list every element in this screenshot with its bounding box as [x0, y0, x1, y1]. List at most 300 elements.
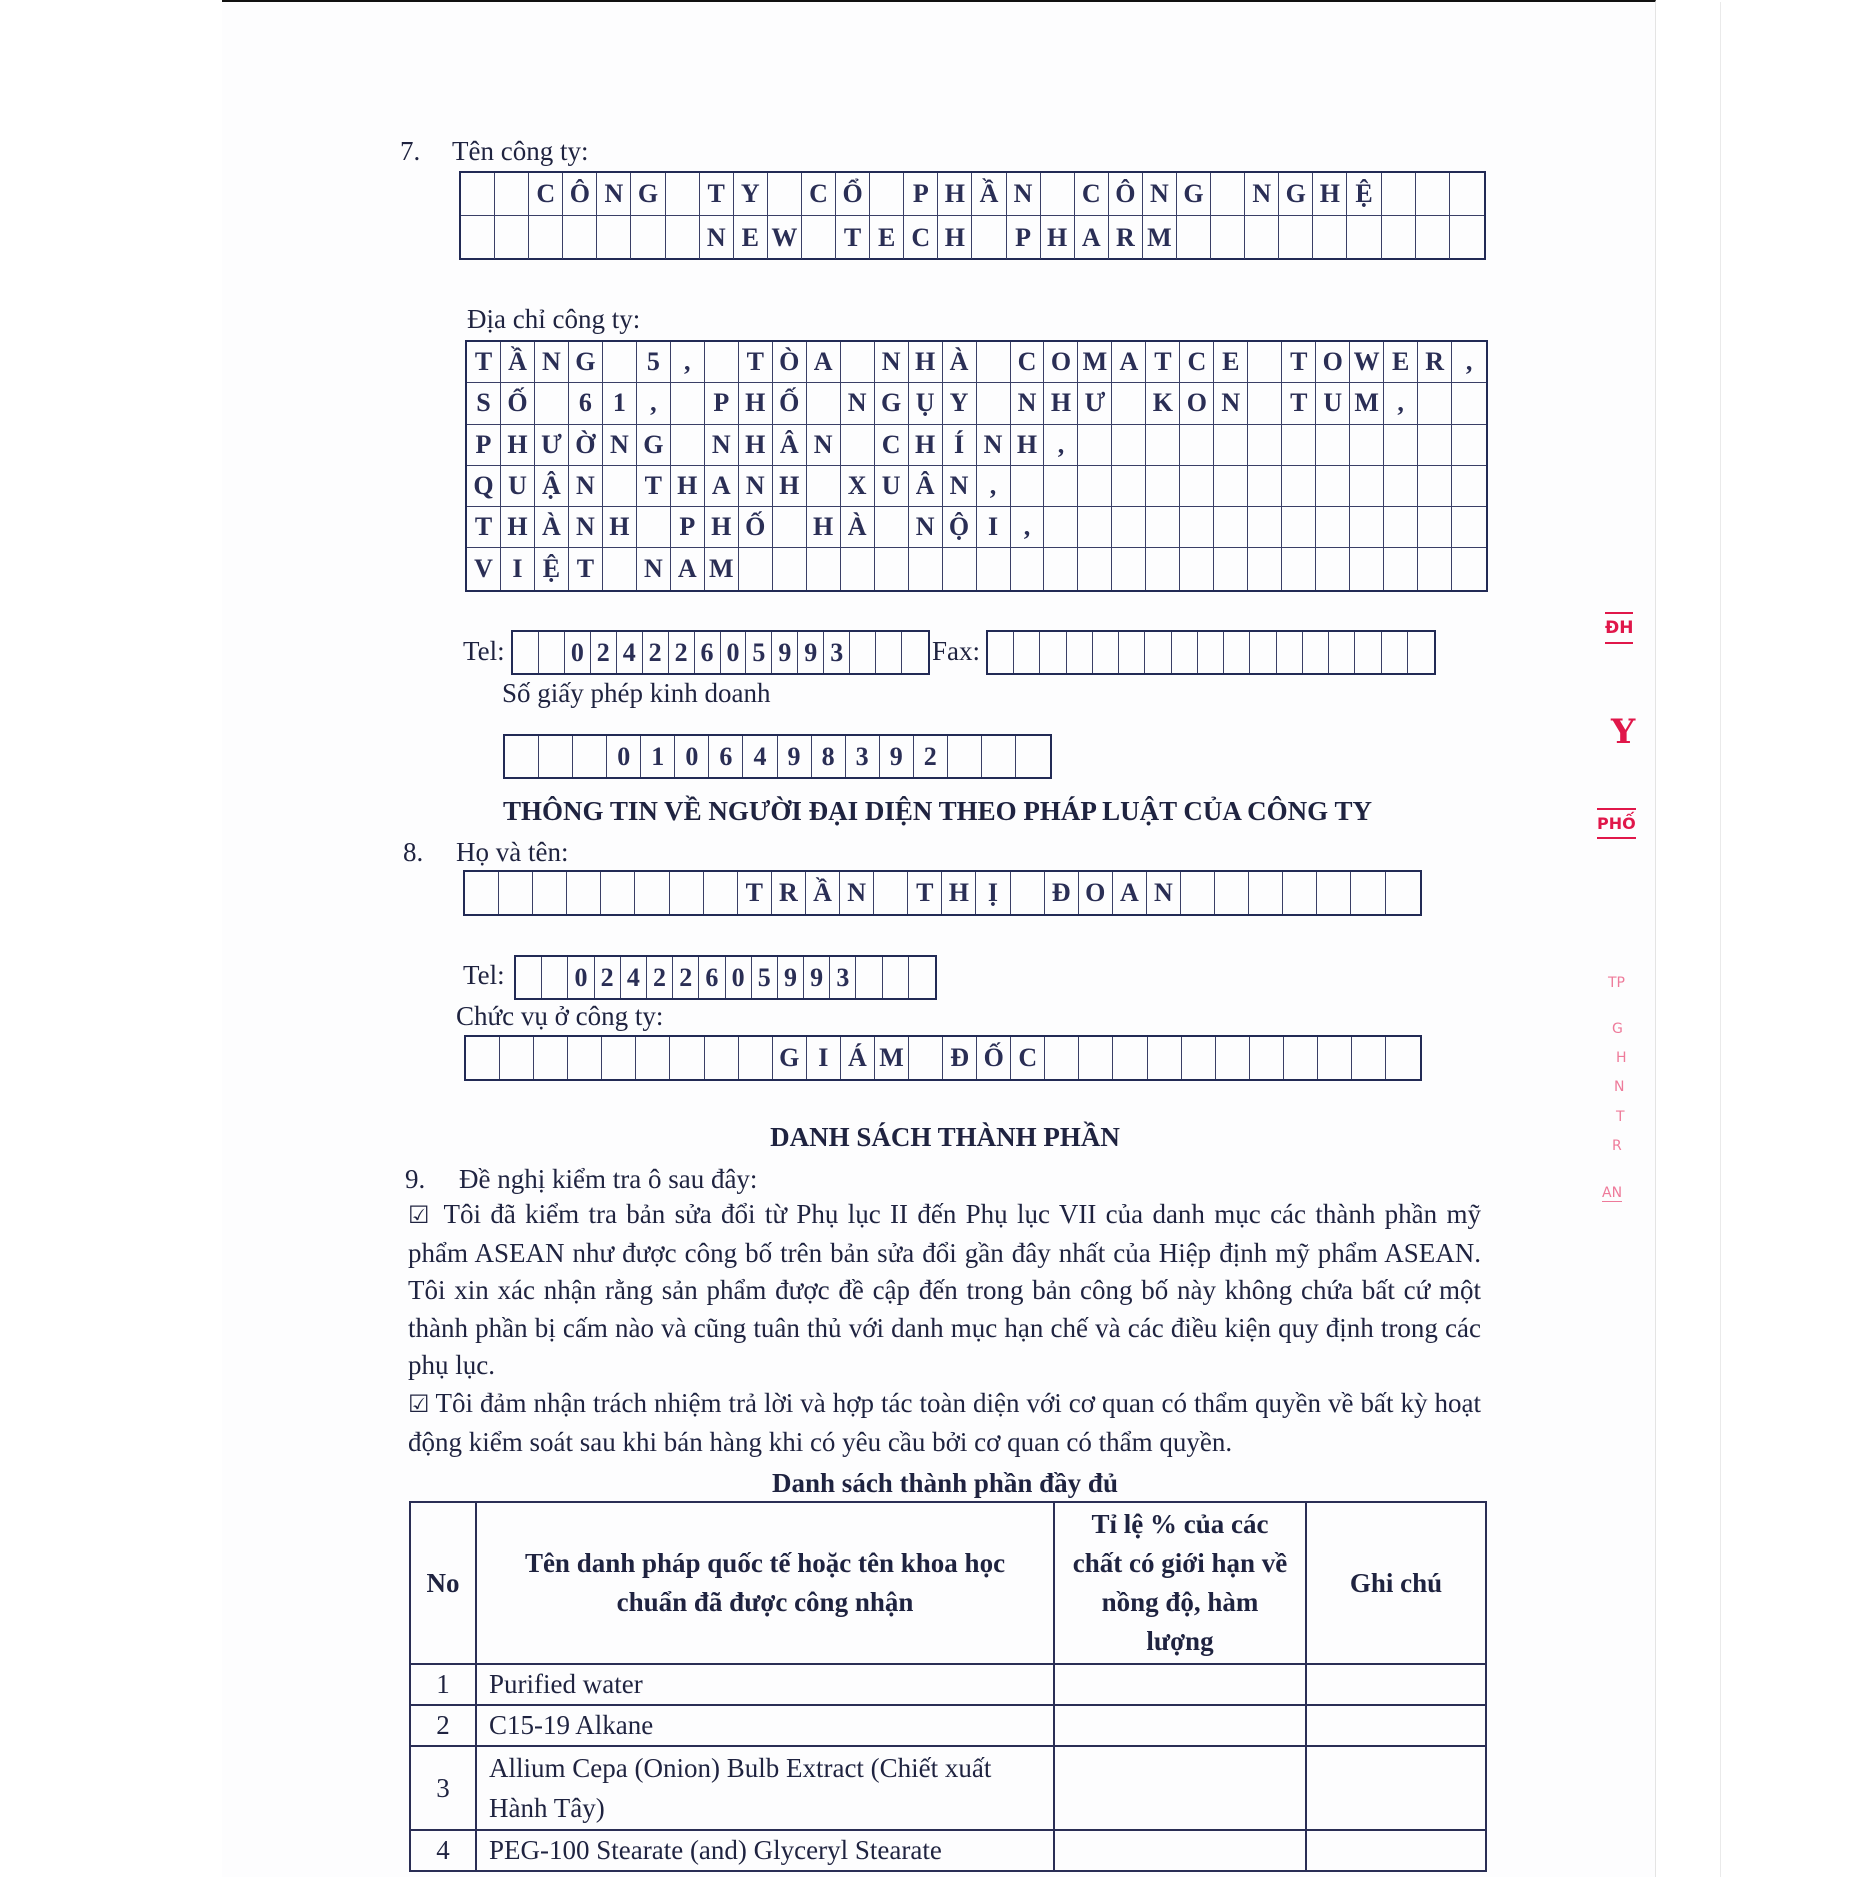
char-cell	[1112, 425, 1146, 466]
char-cell: 5	[746, 632, 772, 673]
char-cell	[1408, 632, 1434, 673]
char-cell	[1382, 632, 1408, 673]
char-cell: N	[597, 173, 631, 216]
stamp-faded-2: G	[1612, 1021, 1623, 1037]
char-cell: T	[569, 548, 603, 589]
char-cell	[1303, 632, 1329, 673]
char-cell	[1172, 632, 1198, 673]
char-cell	[671, 425, 705, 466]
char-cell: T	[738, 872, 772, 914]
char-cell	[883, 957, 909, 998]
char-cell: H	[909, 342, 943, 383]
char-cell	[875, 548, 909, 589]
char-cell	[1350, 507, 1384, 548]
char-cell: 9	[880, 736, 914, 777]
char-cell: 4	[621, 957, 647, 998]
char-cell	[1384, 425, 1418, 466]
char-cell: 9	[804, 957, 830, 998]
char-cell: H	[603, 507, 637, 548]
char-cell	[909, 548, 943, 589]
row-percent	[1054, 1705, 1306, 1746]
statement1-block	[408, 1196, 1481, 1385]
row-percent	[1054, 1746, 1306, 1830]
row-name: Allium Cepa (Onion) Bulb Extract (Chiết xuất Hành Tây)	[476, 1746, 1054, 1830]
row-name: PEG-100 Stearate (and) Glyceryl Stearate	[476, 1830, 1054, 1871]
statement2-block	[408, 1385, 1481, 1461]
char-cell: T	[467, 342, 501, 383]
char-cell: 9	[778, 957, 804, 998]
char-cell	[1282, 466, 1316, 507]
char-cell: 2	[673, 957, 699, 998]
char-cell	[1350, 548, 1384, 589]
char-cell	[768, 173, 802, 216]
char-cell	[909, 957, 935, 998]
license-label: Số giấy phép kinh doanh	[502, 678, 771, 708]
char-cell: M	[1078, 342, 1112, 383]
char-cell: N	[705, 425, 739, 466]
row-name: C15-19 Alkane	[476, 1705, 1054, 1746]
char-cell	[705, 1037, 739, 1079]
char-cell: Â	[909, 466, 943, 507]
char-cell: N	[875, 342, 909, 383]
char-cell	[1180, 548, 1214, 589]
char-cell	[1145, 632, 1171, 673]
char-cell: 2	[669, 632, 695, 673]
check-label: Đề nghị kiểm tra ô sau đây:	[459, 1164, 758, 1194]
char-cell: Ư	[535, 425, 569, 466]
char-cell	[534, 1037, 568, 1079]
table-row	[410, 1664, 1486, 1705]
char-cell	[539, 632, 565, 673]
char-cell	[1452, 548, 1486, 589]
table-row	[410, 1746, 1486, 1830]
char-cell	[495, 173, 529, 216]
char-cell	[1181, 872, 1215, 914]
char-cell	[807, 466, 841, 507]
char-cell: 3	[824, 632, 850, 673]
char-cell	[977, 383, 1011, 424]
char-cell: T	[467, 507, 501, 548]
char-cell	[1450, 173, 1484, 216]
stamp-faded-5: T	[1616, 1109, 1625, 1125]
char-cell: N	[1143, 173, 1177, 216]
char-cell: H	[1313, 173, 1347, 216]
char-cell	[1318, 1037, 1352, 1079]
char-cell: Ố	[977, 1037, 1011, 1079]
char-cell: Ố	[773, 383, 807, 424]
char-cell: À	[535, 507, 569, 548]
char-cell	[495, 216, 529, 259]
char-cell	[1016, 736, 1050, 777]
char-cell	[1198, 632, 1224, 673]
char-cell: 3	[846, 736, 880, 777]
char-cell	[1248, 383, 1282, 424]
char-cell	[1044, 507, 1078, 548]
char-cell	[1146, 507, 1180, 548]
company-name-grid	[459, 171, 1486, 260]
char-cell: Ô	[563, 173, 597, 216]
char-cell	[807, 383, 841, 424]
char-cell: H	[807, 507, 841, 548]
row-no: 2	[410, 1705, 476, 1746]
char-cell	[533, 872, 567, 914]
char-cell	[1450, 216, 1484, 259]
char-cell: Ờ	[569, 425, 603, 466]
char-cell	[1282, 425, 1316, 466]
char-cell: 2	[647, 957, 673, 998]
char-cell	[841, 342, 875, 383]
char-cell	[704, 872, 738, 914]
char-cell: G	[1177, 173, 1211, 216]
char-cell: N	[909, 507, 943, 548]
checkbox-checked-icon[interactable]: ☑	[408, 1201, 430, 1229]
char-cell: H	[671, 466, 705, 507]
char-cell: G	[631, 173, 665, 216]
char-cell	[602, 1037, 636, 1079]
char-cell	[870, 173, 904, 216]
row-note	[1306, 1664, 1486, 1705]
rep-name-grid	[463, 870, 1422, 916]
name-label: Họ và tên:	[456, 837, 569, 867]
char-cell	[1283, 872, 1317, 914]
char-cell: N	[1214, 383, 1248, 424]
char-cell: H	[739, 383, 773, 424]
statement2-text: Tôi đảm nhận trách nhiệm trả lời và hợp tác toàn diện với cơ quan có thẩm quyền về bất kỳ hoạt động kiểm soát sau khi bán hàng khi có yêu cầu bởi cơ quan có thẩm quyền.	[408, 1388, 1481, 1457]
char-cell: ,	[637, 383, 671, 424]
char-cell: 8	[812, 736, 846, 777]
char-cell	[1078, 425, 1112, 466]
row-note	[1306, 1746, 1486, 1830]
char-cell	[1214, 466, 1248, 507]
char-cell: N	[1007, 173, 1041, 216]
char-cell: 1	[603, 383, 637, 424]
char-cell: H	[909, 425, 943, 466]
char-cell	[1180, 507, 1214, 548]
char-cell	[1386, 872, 1420, 914]
char-cell	[1249, 872, 1283, 914]
stamp-faded-4: N	[1614, 1079, 1625, 1095]
char-cell: P	[904, 173, 938, 216]
char-cell	[1146, 466, 1180, 507]
row-note	[1306, 1830, 1486, 1871]
char-cell: Í	[943, 425, 977, 466]
char-cell	[465, 872, 499, 914]
char-cell	[875, 507, 909, 548]
address-grid	[465, 340, 1488, 592]
char-cell: I	[977, 507, 1011, 548]
char-cell	[1382, 173, 1416, 216]
char-cell: P	[705, 383, 739, 424]
char-cell: N	[603, 425, 637, 466]
char-cell: M	[1350, 383, 1384, 424]
char-cell	[1316, 466, 1350, 507]
char-cell: W	[768, 216, 802, 259]
char-cell: C	[875, 425, 909, 466]
char-cell	[1250, 632, 1276, 673]
char-cell: A	[807, 342, 841, 383]
char-cell: M	[705, 548, 739, 589]
row-percent	[1054, 1830, 1306, 1871]
char-cell: H	[501, 425, 535, 466]
char-cell: N	[1147, 872, 1181, 914]
char-cell: 6	[695, 632, 721, 673]
char-cell	[671, 383, 705, 424]
char-cell	[1216, 1037, 1250, 1079]
char-cell	[1352, 1037, 1386, 1079]
char-cell	[1014, 632, 1040, 673]
char-cell: U	[501, 466, 535, 507]
char-cell: G	[569, 342, 603, 383]
char-cell	[876, 632, 902, 673]
char-cell	[505, 736, 539, 777]
char-cell: G	[1279, 173, 1313, 216]
char-cell	[1146, 548, 1180, 589]
char-cell: H	[1041, 216, 1075, 259]
char-cell: T	[836, 216, 870, 259]
tel-label: Tel:	[463, 636, 505, 666]
ingredient-table	[409, 1501, 1487, 1872]
char-cell: A	[671, 548, 705, 589]
char-cell	[573, 736, 607, 777]
char-cell: W	[1350, 342, 1384, 383]
char-cell	[1180, 425, 1214, 466]
char-cell: Y	[734, 173, 768, 216]
char-cell	[1078, 466, 1112, 507]
char-cell: X	[841, 466, 875, 507]
char-cell: C	[529, 173, 563, 216]
section9-number: 9.	[405, 1164, 426, 1194]
char-cell	[1040, 632, 1066, 673]
fax-grid	[986, 630, 1436, 675]
char-cell	[1177, 216, 1211, 259]
char-cell: R	[1418, 342, 1452, 383]
char-cell	[542, 957, 568, 998]
char-cell: K	[1146, 383, 1180, 424]
char-cell	[1452, 425, 1486, 466]
char-cell: Ò	[773, 342, 807, 383]
stamp-fragment-mid: Y	[1611, 712, 1636, 752]
char-cell	[1418, 383, 1452, 424]
char-cell: N	[943, 466, 977, 507]
char-cell	[666, 216, 700, 259]
representative-heading: THÔNG TIN VỀ NGƯỜI ĐẠI DIỆN THEO PHÁP LUẬT CỦA CÔNG TY	[503, 796, 1372, 826]
char-cell	[1093, 632, 1119, 673]
char-cell	[1078, 507, 1112, 548]
char-cell	[539, 736, 573, 777]
char-cell: O	[1044, 342, 1078, 383]
char-cell: 0	[726, 957, 752, 998]
stamp-faded-3: H	[1616, 1050, 1627, 1066]
char-cell	[948, 736, 982, 777]
char-cell	[1078, 548, 1112, 589]
char-cell	[1347, 216, 1381, 259]
char-cell: E	[870, 216, 904, 259]
char-cell	[1316, 425, 1350, 466]
char-cell	[1418, 548, 1452, 589]
char-cell	[1011, 872, 1045, 914]
char-cell	[841, 548, 875, 589]
char-cell	[1214, 425, 1248, 466]
char-cell	[1148, 1037, 1182, 1079]
col-header-note: Ghi chú	[1306, 1502, 1486, 1664]
char-cell	[1284, 1037, 1318, 1079]
char-cell: À	[841, 507, 875, 548]
row-percent	[1054, 1664, 1306, 1705]
char-cell: 2	[643, 632, 669, 673]
char-cell	[705, 342, 739, 383]
char-cell: C	[1011, 342, 1045, 383]
char-cell: H	[1011, 425, 1045, 466]
char-cell	[636, 1037, 670, 1079]
char-cell: O	[1180, 383, 1214, 424]
license-grid	[503, 734, 1052, 779]
char-cell: S	[467, 383, 501, 424]
stamp-faded-7: AN	[1602, 1185, 1623, 1201]
row-note	[1306, 1705, 1486, 1746]
char-cell	[1067, 632, 1093, 673]
char-cell: T	[739, 342, 773, 383]
char-cell	[535, 383, 569, 424]
char-cell	[943, 548, 977, 589]
char-cell	[1079, 1037, 1113, 1079]
char-cell	[1452, 466, 1486, 507]
char-cell: 9	[778, 736, 812, 777]
position-grid	[464, 1035, 1422, 1081]
char-cell	[773, 507, 807, 548]
char-cell: Đ	[1045, 872, 1079, 914]
char-cell	[1224, 632, 1250, 673]
char-cell	[1245, 216, 1279, 259]
char-cell	[1329, 632, 1355, 673]
rep-tel-label: Tel:	[463, 960, 505, 990]
char-cell	[1282, 548, 1316, 589]
char-cell	[1214, 548, 1248, 589]
char-cell: H	[501, 507, 535, 548]
char-cell	[1418, 425, 1452, 466]
stamp-faded-6: R	[1612, 1138, 1622, 1154]
char-cell	[466, 1037, 500, 1079]
char-cell	[1355, 632, 1381, 673]
char-cell: Ầ	[806, 872, 840, 914]
char-cell	[1112, 548, 1146, 589]
char-cell: 1	[641, 736, 675, 777]
char-cell	[909, 1037, 943, 1079]
char-cell	[631, 216, 665, 259]
char-cell: N	[1011, 383, 1045, 424]
char-cell: Â	[773, 425, 807, 466]
char-cell: Á	[841, 1037, 875, 1079]
char-cell: T	[1282, 342, 1316, 383]
char-cell: N	[569, 507, 603, 548]
char-cell	[597, 216, 631, 259]
char-cell	[972, 216, 1006, 259]
char-cell: P	[1007, 216, 1041, 259]
row-no: 4	[410, 1830, 476, 1871]
col-header-name: Tên danh pháp quốc tế hoặc tên khoa học chuẩn đã được công nhận	[476, 1502, 1054, 1664]
row-no: 1	[410, 1664, 476, 1705]
char-cell: R	[1109, 216, 1143, 259]
checkbox-checked-icon[interactable]: ☑	[408, 1390, 430, 1418]
char-cell	[1011, 466, 1045, 507]
char-cell: ,	[1384, 383, 1418, 424]
char-cell: 2	[595, 957, 621, 998]
char-cell: 9	[772, 632, 798, 673]
char-cell: N	[637, 548, 671, 589]
char-cell: 2	[914, 736, 948, 777]
char-cell: G	[875, 383, 909, 424]
char-cell	[499, 872, 533, 914]
ingredients-heading: DANH SÁCH THÀNH PHẦN	[770, 1122, 1120, 1152]
col-header-percent: Tỉ lệ % của các chất có giới hạn về nồng độ, hàm lượng	[1054, 1502, 1306, 1664]
char-cell: Ố	[739, 507, 773, 548]
char-cell	[1384, 466, 1418, 507]
char-cell	[529, 216, 563, 259]
char-cell: ,	[1044, 425, 1078, 466]
char-cell	[1350, 466, 1384, 507]
char-cell	[1112, 383, 1146, 424]
char-cell: R	[772, 872, 806, 914]
margin-strip	[1720, 2, 1875, 1877]
char-cell	[1041, 173, 1075, 216]
char-cell: 0	[675, 736, 709, 777]
char-cell: E	[734, 216, 768, 259]
char-cell	[988, 632, 1014, 673]
char-cell	[1418, 507, 1452, 548]
char-cell: ,	[1011, 507, 1045, 548]
char-cell: 0	[721, 632, 747, 673]
char-cell: C	[802, 173, 836, 216]
char-cell: Y	[943, 383, 977, 424]
char-cell: À	[943, 342, 977, 383]
char-cell: C	[904, 216, 938, 259]
char-cell	[670, 872, 704, 914]
char-cell	[1386, 1037, 1420, 1079]
char-cell	[1313, 216, 1347, 259]
table-row	[410, 1830, 1486, 1871]
stamp-fragment-lower: PHỐ	[1597, 808, 1636, 839]
char-cell	[516, 957, 542, 998]
char-cell: 5	[752, 957, 778, 998]
char-cell: V	[467, 548, 501, 589]
char-cell: C	[1075, 173, 1109, 216]
char-cell	[603, 342, 637, 383]
char-cell	[1452, 383, 1486, 424]
char-cell	[977, 548, 1011, 589]
char-cell	[856, 957, 882, 998]
stamp-faded-1: TP	[1608, 975, 1625, 991]
char-cell	[1277, 632, 1303, 673]
char-cell: H	[942, 872, 976, 914]
char-cell: G	[637, 425, 671, 466]
char-cell: U	[1316, 383, 1350, 424]
char-cell	[1418, 466, 1452, 507]
char-cell	[1045, 1037, 1079, 1079]
char-cell	[1211, 216, 1245, 259]
char-cell	[1180, 466, 1214, 507]
char-cell	[1382, 216, 1416, 259]
char-cell: Ô	[1109, 173, 1143, 216]
char-cell: O	[1079, 872, 1113, 914]
char-cell	[603, 548, 637, 589]
char-cell: 6	[569, 383, 603, 424]
char-cell	[601, 872, 635, 914]
char-cell: N	[841, 383, 875, 424]
char-cell: E	[1214, 342, 1248, 383]
table-row	[410, 1705, 1486, 1746]
char-cell: I	[807, 1037, 841, 1079]
char-cell: Ệ	[535, 548, 569, 589]
char-cell	[1113, 1037, 1147, 1079]
